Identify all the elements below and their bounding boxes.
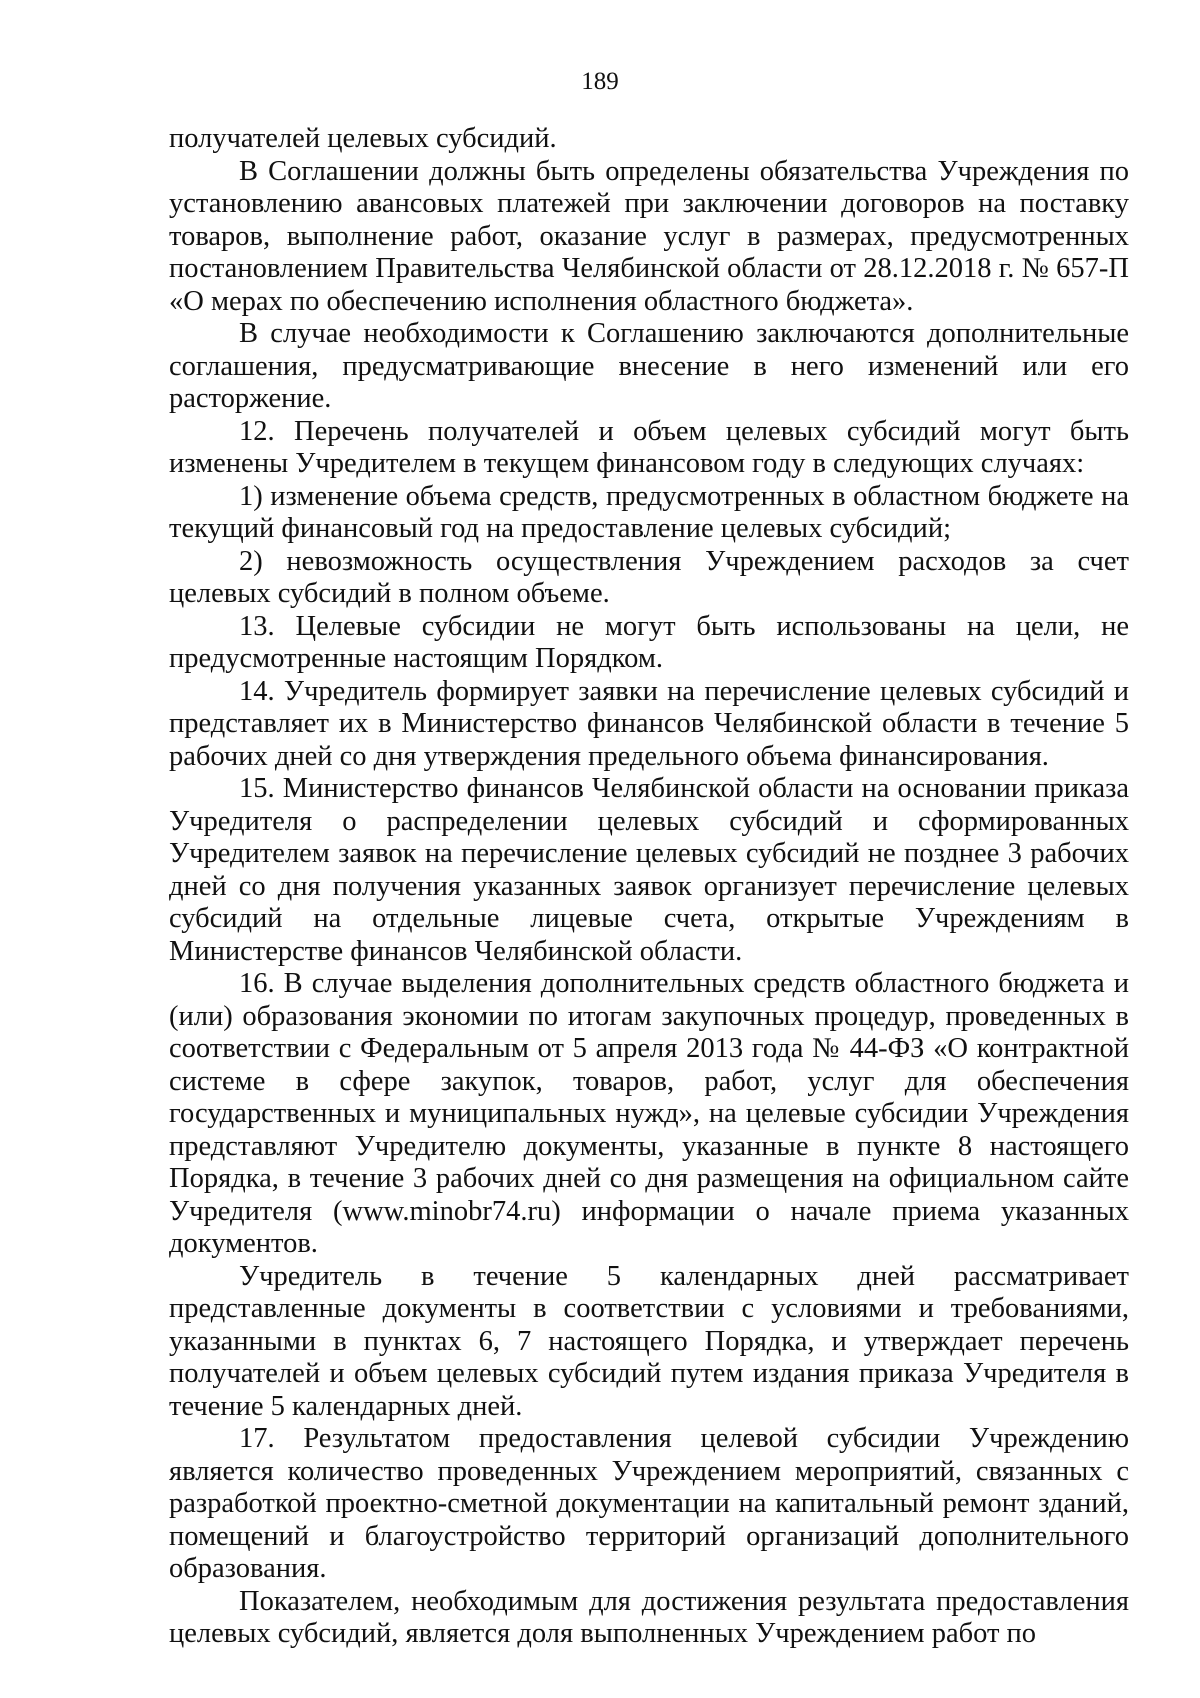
paragraph-item-17: 17. Результатом предоставления целевой субсидии Учреждению является количество проведенных Учреждением мероприятий, связанных с разработкой проектно-сметной документации на капитальный ремонт зданий, помещений и благоустройство территорий организаций дополнительного образования. (169, 1423, 1129, 1584)
paragraph-item-14: 14. Учредитель формирует заявки на перечисление целевых субсидий и представляет их в Министерство финансов Челябинской области в течение 5 рабочих дней со дня утверждения предельного объема финансирования. (169, 675, 1129, 772)
paragraph-item-12: 12. Перечень получателей и объем целевых субсидий могут быть изменены Учредителем в текущем финансовом году в следующих случаях: (169, 415, 1129, 479)
page-number: 189 (581, 68, 619, 95)
paragraph-item-12-case-2: 2) невозможность осуществления Учреждением расходов за счет целевых субсидий в полном объеме. (169, 545, 1129, 609)
paragraph-item-12-case-1: 1) изменение объема средств, предусмотренных в областном бюджете на текущий финансовый год на предоставление целевых субсидий; (169, 480, 1129, 544)
paragraph-item-15: 15. Министерство финансов Челябинской области на основании приказа Учредителя о распределении целевых субсидий и сформированных Учредителем заявок на перечисление целевых субсидий не позднее 3 рабочих дней со дня получения указанных заявок организует перечисление целевых субсидий на отдельные лицевые счета, открытые Учреждениям в Министерстве финансов Челябинской области. (169, 773, 1129, 967)
paragraph-item-16-review: Учредитель в течение 5 календарных дней рассматривает представленные документы в соответствии с условиями и требованиями, указанными в пунктах 6, 7 настоящего Порядка, и утверждает перечень получателей и объем целевых субсидий путем издания приказа Учредителя в течение 5 календарных дней. (169, 1260, 1129, 1422)
document-body (169, 123, 1129, 1651)
paragraph-item-16: 16. В случае выделения дополнительных средств областного бюджета и (или) образования экономии по итогам закупочных процедур, проведенных в соответствии с Федеральным от 5 апреля 2013 года № 44-ФЗ «О контрактной системе в сфере закупок, товаров, работ, услуг для обеспечения государственных и муниципальных нужд», на целевые субсидии Учреждения представляют Учредителю документы, указанные в пункте 8 настоящего Порядка, в течение 3 рабочих дней со дня размещения на официальном сайте Учредителя (www.minobr74.ru) информации о начале приема указанных документов. (169, 968, 1129, 1259)
paragraph-item-13: 13. Целевые субсидии не могут быть использованы на цели, не предусмотренные настоящим Порядком. (169, 610, 1129, 674)
paragraph-agreement-obligations: В Соглашении должны быть определены обязательства Учреждения по установлению авансовых платежей при заключении договоров на поставку товаров, выполнение работ, оказание услуг в размерах, предусмотренных постановлением Правительства Челябинской области от 28.12.2018 г. № 657-П «О мерах по обеспечению исполнения областного бюджета». (169, 155, 1129, 317)
paragraph-continuation: получателей целевых субсидий. (169, 123, 557, 154)
paragraph-additional-agreements: В случае необходимости к Соглашению заключаются дополнительные соглашения, предусматривающие внесение в него изменений или его расторжение. (169, 318, 1129, 414)
paragraph-indicator: Показателем, необходимым для достижения результата предоставления целевых субсидий, является доля выполненных Учреждением работ по (169, 1585, 1129, 1649)
